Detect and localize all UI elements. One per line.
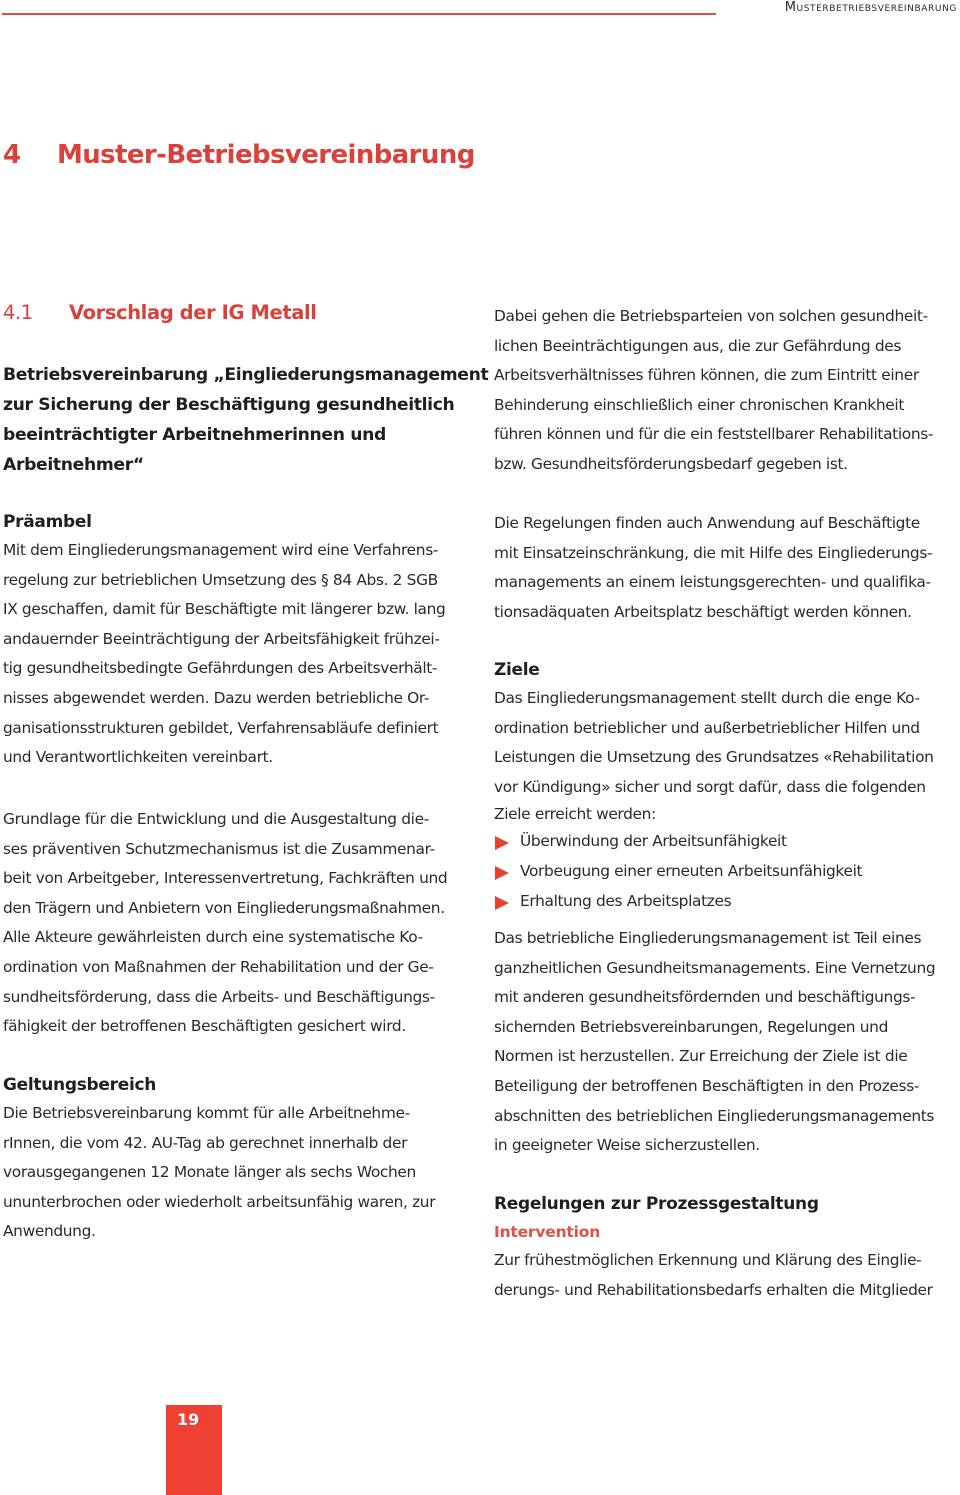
geltungsbereich-heading: Geltungsbereich bbox=[3, 1075, 157, 1095]
text-line: Dabei gehen die Betriebsparteien von solchen gesundheit- bbox=[494, 307, 928, 325]
section-title-text: Vorschlag der IG Metall bbox=[69, 301, 317, 324]
text-line: nisses abgewendet werden. Dazu werden betriebliche Or- bbox=[3, 688, 430, 707]
praeambel-paragraph bbox=[3, 536, 473, 773]
text-line: den Trägern und Anbietern von Eingliederungsmaßnahmen. bbox=[3, 898, 445, 917]
text-line: Alle Akteure gewährleisten durch eine systematische Ko- bbox=[3, 928, 423, 947]
text-line: ganisationsstrukturen gebildet, Verfahrensabläufe definiert bbox=[3, 718, 439, 737]
section-title bbox=[3, 301, 317, 324]
text-line: und Verantwortlichkeiten vereinbart. bbox=[3, 748, 273, 767]
text-line: in geeigneter Weise sicherzustellen. bbox=[494, 1136, 760, 1155]
text-line: Ziele erreicht werden: bbox=[494, 805, 656, 824]
chapter-title-text: Muster-Betriebsvereinbarung bbox=[57, 140, 475, 170]
geltungsbereich-section bbox=[3, 1071, 473, 1247]
praeambel-section bbox=[3, 508, 473, 773]
text-line: ordination von Maßnahmen der Rehabilitation und der Ge- bbox=[3, 957, 434, 976]
text-line: beit von Arbeitgeber, Interessenvertretung, Fachkräften und bbox=[3, 869, 448, 888]
text-line: Behinderung einschließlich einer chronischen Krankheit bbox=[494, 395, 905, 414]
grundlage-section bbox=[3, 805, 473, 1042]
header-rule bbox=[2, 13, 716, 15]
text-line: mit Einsatzeinschränkung, die mit Hilfe des Eingliederungs- bbox=[494, 543, 933, 562]
triangle-bullet-icon bbox=[495, 896, 509, 910]
text-line: bzw. Gesundheitsförderungsbedarf gegeben ist. bbox=[494, 454, 848, 473]
list-item-text: Vorbeugung einer erneuten Arbeitsunfähigkeit bbox=[520, 861, 863, 880]
text-line: Mit dem Eingliederungsmanagement wird eine Verfahrens- bbox=[3, 541, 439, 559]
text-line: ununterbrochen oder wiederholt arbeitsunfähig waren, zur bbox=[3, 1192, 436, 1211]
ziele-bullet-list bbox=[494, 827, 960, 916]
triangle-bullet-icon bbox=[495, 836, 509, 850]
grundlage-paragraph bbox=[3, 805, 473, 1042]
text-line: Leistungen die Umsetzung des Grundsatzes «Rehabilitation bbox=[494, 748, 934, 767]
text-line: Die Betriebsvereinbarung kommt für alle Arbeitnehme- bbox=[3, 1104, 410, 1122]
text-line: tig gesundheitsbedingte Gefährdungen des Arbeitsverhält- bbox=[3, 659, 438, 678]
agreement-title-line: Arbeitnehmer“ bbox=[3, 455, 144, 475]
text-line: rInnen, die vom 42. AU-Tag ab gerechnet innerhalb der bbox=[3, 1133, 408, 1152]
text-line: Anwendung. bbox=[3, 1222, 96, 1241]
text-line: vorausgegangenen 12 Monate länger als sechs Wochen bbox=[3, 1163, 416, 1182]
prozessgestaltung-section bbox=[494, 1190, 960, 1305]
praeambel-heading: Präambel bbox=[3, 512, 92, 532]
text-line: tionsadäquaten Arbeitsplatz beschäftigt werden können. bbox=[494, 602, 912, 621]
text-line: führen können und für die ein feststellbarer Rehabilitations- bbox=[494, 425, 934, 444]
text-line: ordination betrieblicher und außerbetrieblicher Hilfen und bbox=[494, 718, 920, 737]
list-item bbox=[494, 857, 960, 887]
prozessgestaltung-heading: Regelungen zur Prozessgestaltung bbox=[494, 1194, 819, 1214]
regelungen-anwendung-section bbox=[494, 509, 960, 627]
geltungsbereich-paragraph bbox=[3, 1099, 473, 1247]
text-line: Das Eingliederungsmanagement stellt durch die enge Ko- bbox=[494, 689, 920, 707]
dabei-paragraph bbox=[494, 302, 960, 480]
text-line: ganzheitlichen Gesundheitsmanagements. Eine Vernetzung bbox=[494, 958, 936, 977]
page-number-box bbox=[166, 1405, 222, 1495]
chapter-number: 4 bbox=[3, 140, 21, 170]
text-line: Zur frühestmöglichen Erkennung und Klärung des Einglie- bbox=[494, 1251, 922, 1269]
text-line: regelung zur betrieblichen Umsetzung des § 84 Abs. 2 SGB bbox=[3, 570, 438, 589]
ganzheitlich-section bbox=[494, 924, 960, 1161]
ziele-heading: Ziele bbox=[494, 660, 540, 680]
agreement-title-line: Betriebsvereinbarung „Eingliederungsmanagement bbox=[3, 365, 489, 385]
text-line: Das betriebliche Eingliederungsmanagement ist Teil eines bbox=[494, 929, 922, 947]
agreement-title-line: beeinträchtigter Arbeitnehmerinnen und bbox=[3, 425, 386, 445]
text-line: Normen ist herzustellen. Zur Erreichung der Ziele ist die bbox=[494, 1047, 908, 1066]
section-number: 4.1 bbox=[3, 301, 33, 324]
text-line: lichen Beeinträchtigungen aus, die zur Gefährdung des bbox=[494, 336, 902, 355]
intervention-paragraph bbox=[494, 1246, 960, 1305]
list-item-text: Erhaltung des Arbeitsplatzes bbox=[520, 891, 732, 910]
text-line: sichernden Betriebsvereinbarungen, Regelungen und bbox=[494, 1017, 888, 1036]
text-line: Arbeitsverhältnisses führen können, die zum Eintritt einer bbox=[494, 366, 919, 385]
running-head: Musterbetriebsvereinbarung bbox=[784, 0, 957, 15]
text-line: Grundlage für die Entwicklung und die Ausgestaltung die- bbox=[3, 810, 429, 828]
agreement-title bbox=[3, 360, 489, 480]
ziele-paragraph bbox=[494, 684, 960, 827]
list-item bbox=[494, 827, 960, 857]
text-line: IX geschaffen, damit für Beschäftigte mit längerer bzw. lang bbox=[3, 600, 446, 619]
text-line: abschnitten des betrieblichen Eingliederungsmanagements bbox=[494, 1106, 935, 1125]
text-line: andauernder Beeinträchtigung der Arbeitsfähigkeit frühzei- bbox=[3, 629, 440, 648]
list-item-text: Überwindung der Arbeitsunfähigkeit bbox=[520, 832, 787, 851]
text-line: ses präventiven Schutzmechanismus ist die Zusammenar- bbox=[3, 839, 435, 858]
triangle-bullet-icon bbox=[495, 866, 509, 880]
text-line: mit anderen gesundheitsfördernden und beschäftigungs- bbox=[494, 988, 916, 1007]
text-line: derungs- und Rehabilitationsbedarfs erhalten die Mitglieder bbox=[494, 1280, 933, 1299]
list-item bbox=[494, 887, 960, 917]
regelungen-anwendung-paragraph bbox=[494, 509, 960, 627]
ganzheitlich-paragraph bbox=[494, 924, 960, 1161]
agreement-title-line: zur Sicherung der Beschäftigung gesundheitlich bbox=[3, 395, 455, 415]
text-line: managements an einem leistungsgerechten- und qualifika- bbox=[494, 573, 931, 592]
intervention-subheading: Intervention bbox=[494, 1223, 601, 1241]
page-number: 19 bbox=[177, 1410, 200, 1429]
text-line: Beteiligung der betroffenen Beschäftigten in den Prozess- bbox=[494, 1076, 920, 1095]
text-line: Die Regelungen finden auch Anwendung auf Beschäftigte bbox=[494, 514, 920, 532]
text-line: sundheitsförderung, dass die Arbeits- und Beschäftigungs- bbox=[3, 987, 435, 1006]
chapter-title bbox=[3, 140, 475, 170]
dabei-section bbox=[494, 302, 960, 480]
text-line: fähigkeit der betroffenen Beschäftigten gesichert wird. bbox=[3, 1017, 406, 1036]
ziele-section bbox=[494, 656, 960, 916]
text-line: vor Kündigung» sicher und sorgt dafür, dass die folgenden bbox=[494, 777, 926, 796]
